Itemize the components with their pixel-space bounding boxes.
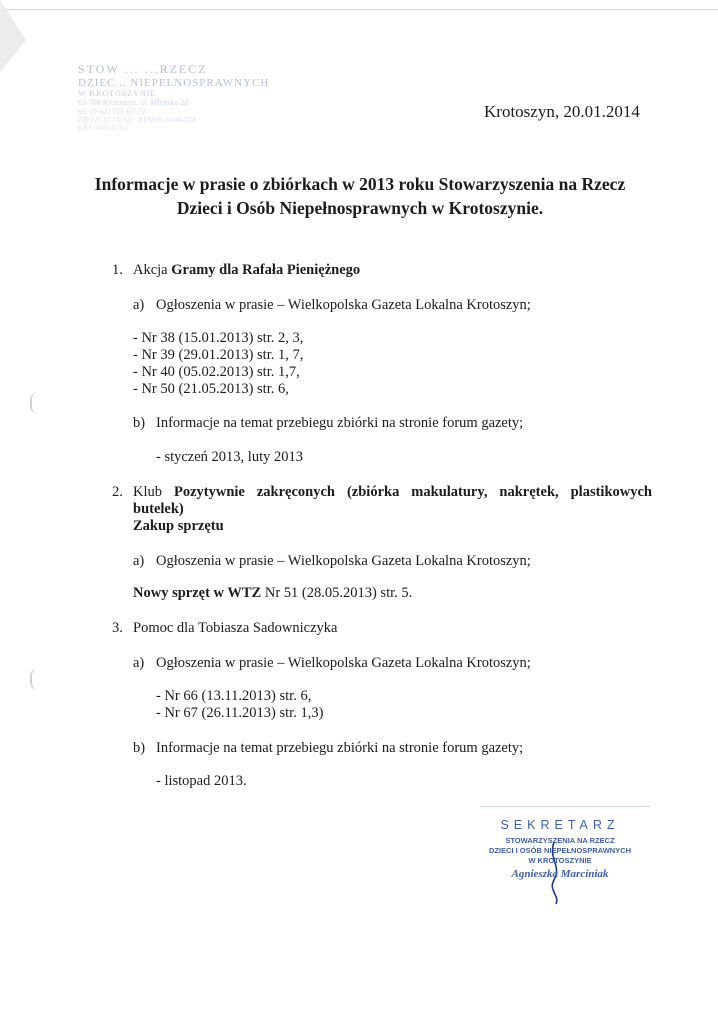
section-1-a-text: Ogłoszenia w prasie – Wielkopolska Gazeta Lokalna Krotoszyn; [156, 297, 531, 313]
title-line-2: Dzieci i Osób Niepełnosprawnych w Krotoszynie. [176, 198, 544, 218]
section-2-name-line-1: Pozytywnie zakręconych (zbiórka makulatury, nakrętek, plastikowych [174, 484, 652, 500]
issue-line: - Nr 67 (26.11.2013) str. 1,3) [156, 705, 324, 721]
issue-line: - Nr 40 (05.02.2013) str. 1,7, [133, 364, 300, 380]
issue-line: - Nr 39 (29.01.2013) str. 1, 7, [133, 347, 304, 363]
section-1-b-label: b) [133, 415, 146, 431]
title-line-1: Informacje w prasie o zbiórkach w 2013 roku Stowarzyszenia na Rzecz [94, 174, 626, 194]
stamp-line: DZIEC... NIEPEŁNOSPRAWNYCH [78, 77, 270, 89]
folded-corner-shadow [0, 0, 40, 80]
page-top-edge [0, 9, 718, 10]
section-3-b-detail: - listopad 2013. [156, 773, 247, 789]
section-2-article-title: Nowy sprzęt w WTZ [133, 585, 262, 601]
section-3-b-label: b) [133, 740, 146, 756]
section-3-b-text: Informacje na temat przebiegu zbiórki na stronie forum gazety; [156, 740, 524, 756]
stamp-org-line-1: STOWARZYSZENIA NA RZECZ [505, 836, 615, 845]
section-3-number: 3. [112, 620, 123, 636]
section-3-a-text: Ogłoszenia w prasie – Wielkopolska Gazeta Lokalna Krotoszyn; [156, 655, 531, 671]
stamp-heading: SEKRETARZ [500, 818, 620, 832]
stamp-org-line-3: W KROTOSZYNIE [528, 856, 592, 865]
stamp-line: 63-700 Krotoszyn, ul. Młyńska 2d [78, 98, 189, 107]
section-2-article-issue: Nr 51 (28.05.2013) str. 5. [261, 585, 413, 601]
place-and-date: Krotoszyn, 20.01.2014 [484, 102, 640, 121]
section-1-b-text: Informacje na temat przebiegu zbiórki na stronie forum gazety; [156, 415, 524, 431]
punch-hole-mark [30, 392, 46, 414]
stamp-line: NIP 621-17-54-222 · REGON 250464258 [78, 116, 196, 124]
secretary-signature-stamp [470, 806, 650, 906]
stamp-line: KRS 0000115365 [78, 124, 129, 132]
section-1-number: 1. [112, 262, 123, 278]
signatory-name: Agnieszka Marciniak [511, 868, 609, 880]
section-3-title: Pomoc dla Tobiasza Sadowniczyka [133, 620, 338, 636]
section-3-a-label: a) [133, 655, 145, 671]
stamp-line: STOW ... ...RZECZ [78, 62, 208, 76]
issue-line: - Nr 50 (21.05.2013) str. 6, [133, 381, 289, 397]
section-2-a-text: Ogłoszenia w prasie – Wielkopolska Gazeta Lokalna Krotoszyn; [156, 553, 531, 569]
document-title [70, 172, 650, 220]
section-2-prefix: Klub [133, 484, 162, 500]
stamp-line: tel. (0-62) 725-67-72 [78, 107, 146, 116]
section-2-article [133, 585, 412, 602]
section-2-a-label: a) [133, 553, 145, 569]
issue-line: - Nr 38 (15.01.2013) str. 2, 3, [133, 330, 304, 346]
section-2-number: 2. [112, 484, 123, 500]
section-1-a-label: a) [133, 297, 145, 313]
punch-hole-mark [30, 668, 46, 690]
stamp-org-line-2: DZIECI I OSÓB NIEPEŁNOSPRAWNYCH [488, 846, 632, 855]
section-1-b-detail: - styczeń 2013, luty 2013 [156, 449, 303, 465]
stamp-border-line [480, 806, 650, 807]
section-1-heading [133, 262, 360, 279]
issue-line: - Nr 66 (13.11.2013) str. 6, [156, 688, 312, 704]
stamp-line: W KROTOSZYNIE [78, 89, 157, 98]
section-2-name-line-2: butelek) [133, 501, 184, 517]
section-1-name: Gramy dla Rafała Pieniężnego [171, 262, 361, 278]
section-2-subtitle: Zakup sprzętu [133, 518, 224, 534]
section-1-prefix: Akcja [133, 262, 168, 278]
faded-header-stamp [78, 62, 298, 142]
